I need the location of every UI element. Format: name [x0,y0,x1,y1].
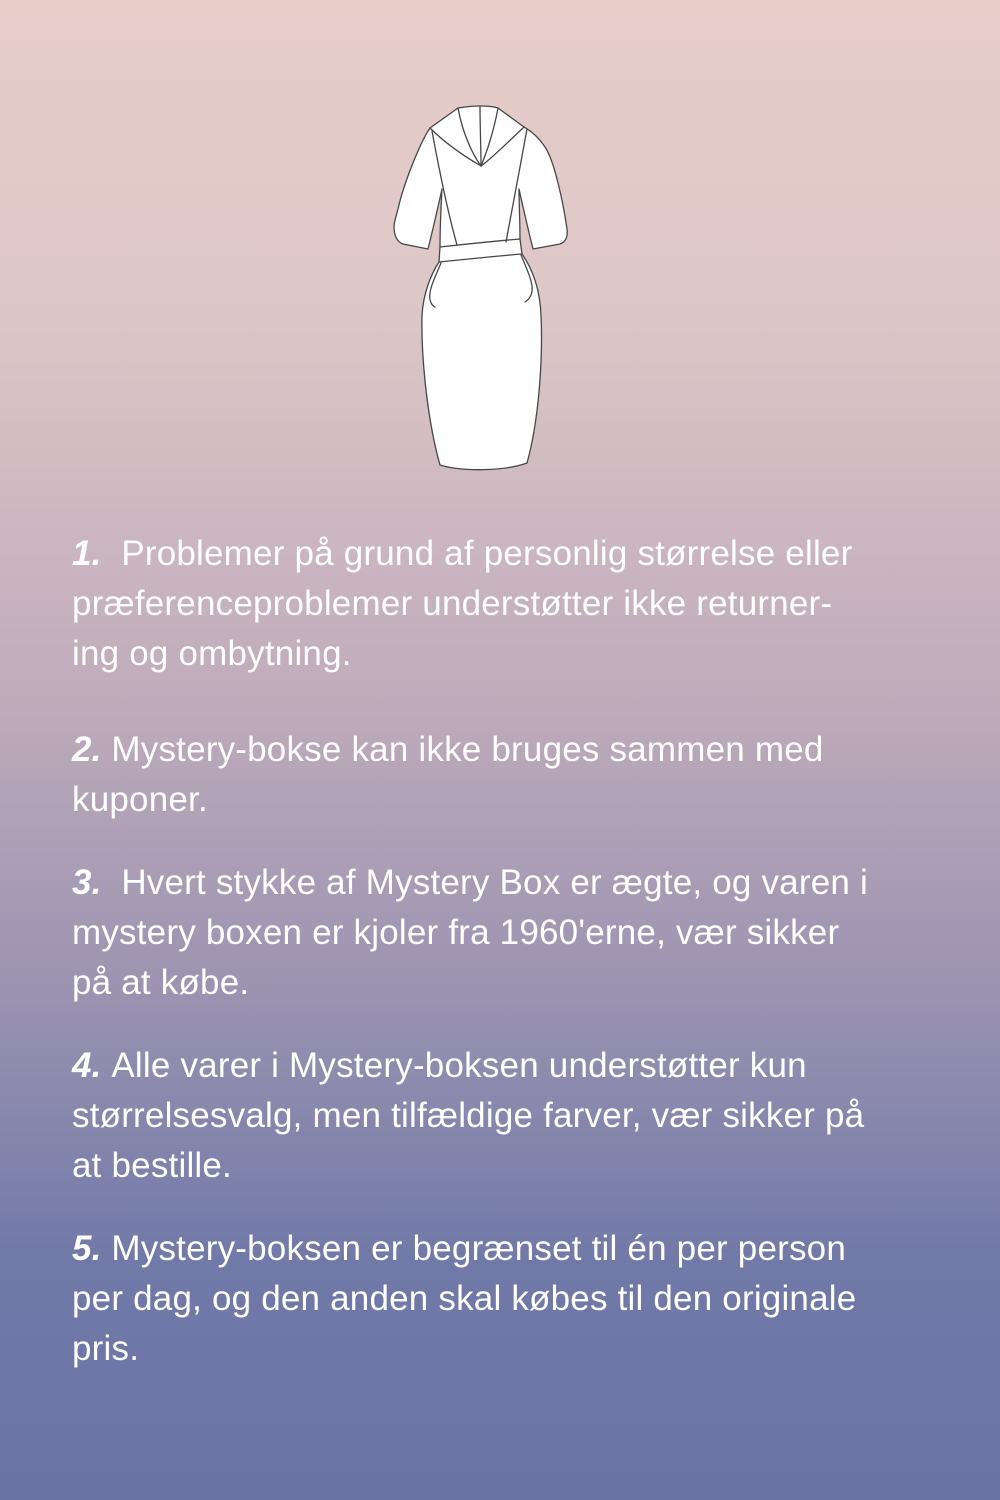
term-line: præferenceproblemer understøtter ikke returner- [72,584,833,623]
term-line: størrelsesvalg, men tilfældige farver, vær sikker på [72,1096,865,1135]
term-line: pris. [72,1329,140,1368]
term-line [72,1224,928,1274]
term-line [72,529,928,579]
term-line: per dag, og den anden skal købes til den originale [72,1279,857,1318]
term-line [72,725,928,775]
term-line: ing og ombytning. [72,634,352,673]
term-item-2 [72,725,928,825]
term-text: Hvert stykke af Mystery Box er ægte, og varen i [111,863,868,902]
term-number: 3. [72,863,102,902]
term-item-4 [72,1041,928,1191]
terms-list [22,529,978,1374]
term-text: Mystery-boksen er begrænset til én per person [111,1229,847,1268]
term-text: Alle varer i Mystery-boksen understøtter kun [111,1046,807,1085]
term-number: 4. [72,1046,102,1085]
term-line: at bestille. [72,1146,232,1185]
term-item-5 [72,1224,928,1374]
term-line [72,1041,928,1091]
dress-illustration [393,103,568,475]
term-number: 5. [72,1229,102,1268]
term-line: kuponer. [72,780,208,819]
term-item-1 [72,529,928,679]
terms-card [22,73,978,1425]
dress-illustration-svg [393,103,568,475]
term-text: Problemer på grund af personlig størrelse eller [111,534,853,573]
term-line [72,858,928,908]
term-line: mystery boxen er kjoler fra 1960'erne, vær sikker [72,913,840,952]
term-item-3 [72,858,928,1008]
term-text: Mystery-bokse kan ikke bruges sammen med [111,730,824,769]
term-number: 2. [72,730,102,769]
term-line: på at købe. [72,963,250,1002]
term-number: 1. [72,534,102,573]
